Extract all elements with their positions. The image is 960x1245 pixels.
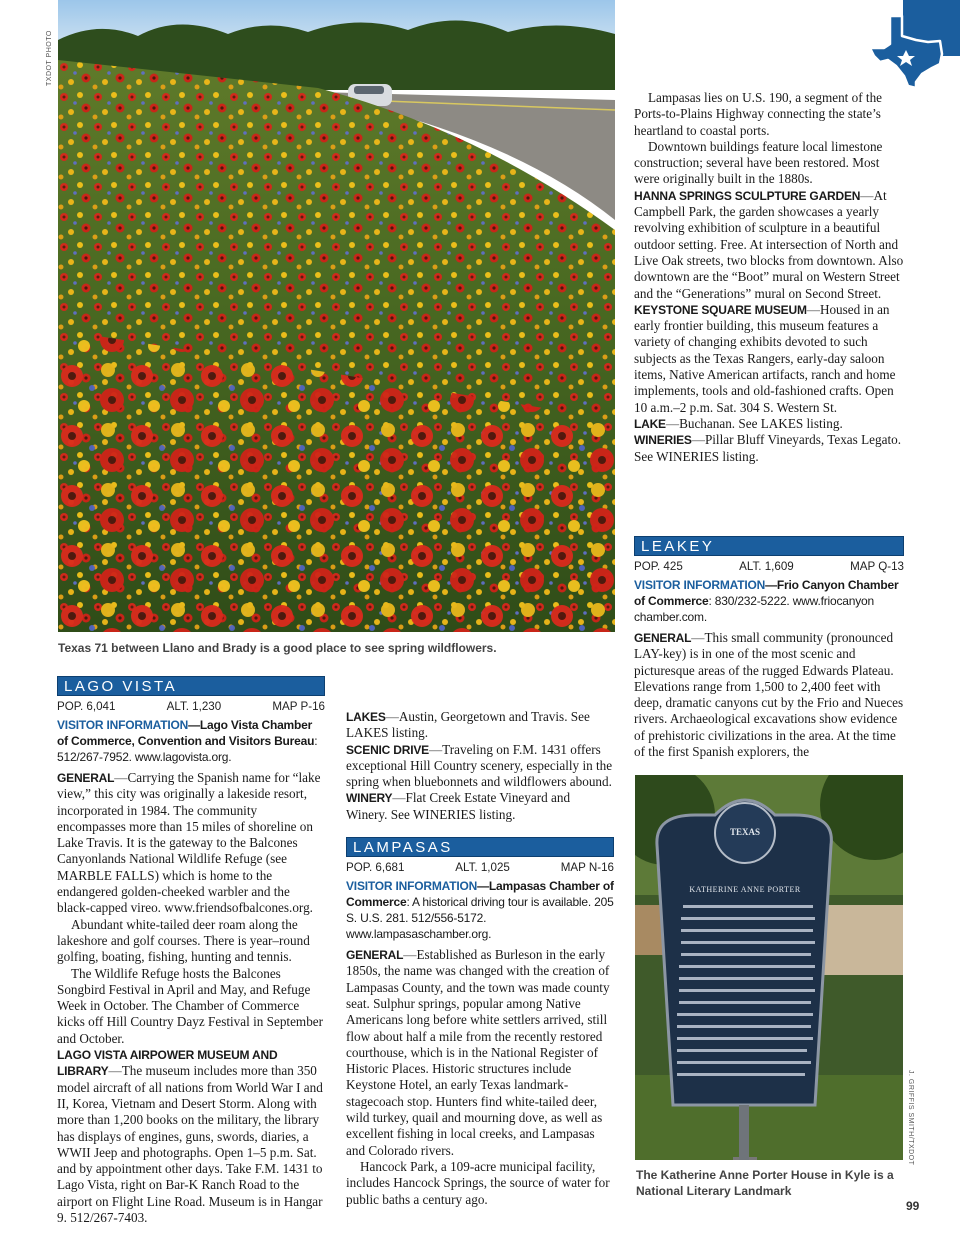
lago-vista-p3: The Wildlife Refuge hosts the Balcones Songbird Festival in April and May, and Refuge Week in October. The Chamber of Commerce kicks off Hill Country Dayz Festival in September and October. — [57, 965, 324, 1046]
lampasas-lake: LAKE—Buchanan. See LAKES listing. — [634, 415, 843, 431]
seal-text: TEXAS — [729, 827, 760, 837]
column-leakey — [634, 536, 904, 760]
marker-title: KATHERINE ANNE PORTER — [689, 885, 801, 894]
photo-credit-griffis: J. GRIFFIS SMITH/TXDOT — [907, 1070, 914, 1166]
lago-vista-general: GENERAL—Carrying the Spanish name for “lake view,” this city was originally a lakeside resort, incorporated in 1984. The community encompasses more than 15 miles of shoreline on Lake Travis. It is the gateway to the Balcones Canyonlands National Wildlife Refuge (see MARBLE FALLS) which is home to the endangered golden-cheeked warbler and the black-capped vireo. www.friendsofbalcones.org. — [57, 770, 321, 916]
lago-vista-alt: ALT. 1,230 — [166, 700, 222, 713]
lago-vista-scenic: SCENIC DRIVE—Traveling on F.M. 1431 offers exceptional Hill Country scenery, especially in the spring when bluebonnets and wildflowers abound. — [346, 741, 613, 790]
lampasas-keystone: KEYSTONE SQUARE MUSEUM—Housed in an early frontier building, this museum features a variety of changing exhibits devoted to such subjects as the Texas Rangers, early-day saloon items, Native American artifacts, ranch and home implements, tools and old-fashioned crafts. Open 10 a.m.–2 p.m. Sat. 304 S. Western St. — [634, 301, 896, 415]
lampasas-wineries: WINERIES—Pillar Bluff Vineyards, Texas Legato. See WINERIES listing. — [634, 432, 901, 464]
lago-vista-header: LAGO VISTA — [57, 676, 325, 696]
photo-credit-txdot: TXDOT PHOTO — [46, 30, 53, 86]
lago-vista-winery: WINERY—Flat Creek Estate Vineyard and Winery. See WINERIES listing. — [346, 790, 571, 822]
lampasas-map: MAP N-16 — [560, 861, 614, 875]
lampasas-visitor-info: VISITOR INFORMATION—Lampasas Chamber of Commerce: A historical driving tour is available. 205 S. U.S. 281. 512/556-5172. www.lampasaschamber.org. — [346, 879, 614, 942]
lampasas-hanna: HANNA SPRINGS SCULPTURE GARDEN—At Campbell Park, the garden showcases a yearly revolving exhibition of sculpture in a beautiful outdoor setting. Free. At intersection of North and Live Oak streets, two blocks from downtown. Also downtown are the “Boot” mural on Western Street and the “Generations” mural on Second Street. — [634, 187, 904, 301]
column-lago-vista — [57, 676, 325, 1226]
texas-map-icon — [868, 14, 950, 90]
lampasas-p2: Hancock Park, a 109-acre municipal facility, includes Hancock Springs, the source of water for public baths a century ago. — [346, 1158, 610, 1207]
photo-caption-wildflowers: Texas 71 between Llano and Brady is a good place to see spring wildflowers. — [58, 641, 497, 655]
lampasas-stats — [346, 860, 614, 875]
lago-vista-museum: LAGO VISTA AIRPOWER MUSEUM AND LIBRARY—The museum includes more than 350 model aircraft of all nations from World War I and II, Korea, Vietnam and Desert Storm. Along with more than 1,200 books on the military, the library has displays of engines, guns, swords, diaries, a WWII Jeep and photographs. Open 1–5 p.m. Sat. and by appointment other days. Take F.M. 1431 to Lago Vista, right on Bar-K Ranch Road to the airport on Flight Line Road. Museum is in Hangar 9. 512/267-7403. — [57, 1048, 323, 1226]
lago-vista-visitor-info: VISITOR INFORMATION—Lago Vista Chamber of Commerce, Convention and Visitors Bureau: 512/267-7952. www.lagovista.org. — [57, 718, 318, 764]
leakey-pop: POP. 425 — [634, 560, 683, 573]
lago-vista-map: MAP P-16 — [272, 700, 325, 713]
leakey-visitor-info: VISITOR INFORMATION—Frio Canyon Chamber of Commerce: 830/232-5222. www.friocanyon chamber.com. — [634, 578, 899, 624]
lampasas-header: LAMPASAS — [346, 837, 614, 857]
photo-caption-porter-line1: The Katherine Anne Porter House in Kyle is a — [636, 1168, 894, 1182]
wildflower-photo — [58, 0, 615, 632]
page-number: 99 — [906, 1199, 920, 1213]
leakey-general: GENERAL—This small community (pronounced LAY-key) is in one of the most scenic and picturesque areas of the rugged Edwards Plateau. Elevations range from 1,500 to 2,400 feet with deep, dramatic canyons cut by the Frio and Nueces rivers. Archaeological excavations show evidence of prehistoric civilizations in the area. At the time of the first Spanish explorers, the — [634, 630, 904, 760]
lampasas-alt: ALT. 1,025 — [455, 861, 510, 875]
leakey-map: MAP Q-13 — [850, 560, 904, 573]
column-right — [634, 90, 904, 465]
lampasas-p3: Lampasas lies on U.S. 190, a segment of the Ports-to-Plains Highway connecting the state’s heartland to coastal ports. — [634, 90, 883, 138]
lampasas-pop: POP. 6,681 — [346, 861, 405, 875]
historical-marker-photo — [635, 775, 903, 1160]
lago-vista-p2: Abundant white-tailed deer roam along the lakeshore and golf courses. There is year–round golfing, boating, fishing, hunting and tennis. — [57, 916, 310, 965]
lago-vista-pop: POP. 6,041 — [57, 700, 116, 713]
lago-vista-stats — [57, 699, 325, 714]
lago-vista-lakes: LAKES—Austin, Georgetown and Travis. See LAKES listing. — [346, 709, 590, 741]
column-middle — [346, 676, 614, 1208]
photo-caption-porter-line2: National Literary Landmark — [636, 1184, 792, 1198]
lampasas-general: GENERAL—Established as Burleson in the early 1850s, the name was changed with the creation of Lampasas County, and the town was made county seat. Sulphur springs, popular among Native Americans long before white settlers arrived, still flow about half a mile from the recently restored courthouse, which is in the National Register of Historic Places. Historic structures include Keystone Hotel, an early Texas landmark-stagecoach stop. Hunters find white-tailed deer, wild turkey, quail and mourning dove, as well as excellent fishing in local creeks, and Lampasas and Colorado rivers. — [346, 947, 610, 1158]
lampasas-p4: Downtown buildings feature local limestone construction; several have been restored. Most were originally built in the 1880s. — [634, 138, 883, 187]
leakey-alt: ALT. 1,609 — [739, 560, 794, 573]
leakey-stats — [634, 559, 904, 574]
leakey-header: LEAKEY — [634, 536, 904, 556]
